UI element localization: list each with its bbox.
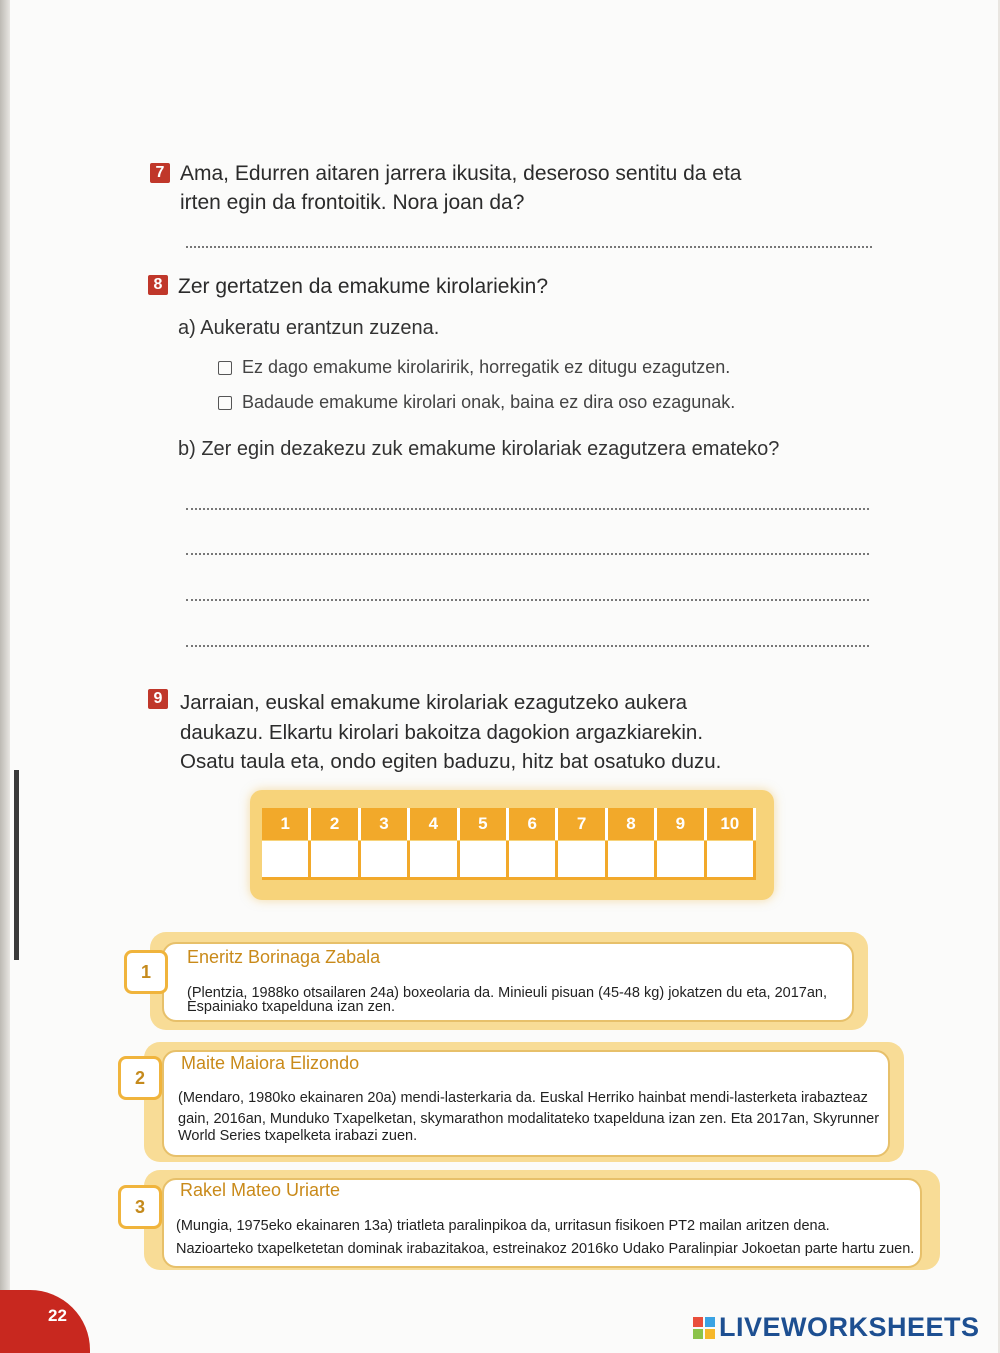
page-number: 22	[48, 1306, 67, 1325]
checkbox-icon[interactable]	[218, 361, 232, 375]
table-answer-cell[interactable]	[460, 841, 509, 880]
question-8a-option-1[interactable]	[218, 357, 730, 378]
card-3-number: 3	[118, 1185, 162, 1229]
table-header-cell: 3	[361, 808, 410, 840]
card-2-line1: (Mendaro, 1980ko ekainaren 20a) mendi-lasterkaria da. Euskal Herriko hainbat mendi-lasterketa irabazteaz	[178, 1090, 868, 1106]
book-spine-edge	[14, 770, 19, 960]
table-answer-cell[interactable]	[657, 841, 706, 880]
question-9-text-line2: daukazu. Elkartu kirolari bakoitza dagokion argazkiarekin.	[180, 721, 704, 744]
option-2-text: Badaude emakume kirolari onak, baina ez dira oso ezagunak.	[242, 392, 736, 412]
question-8b-answer-line-4[interactable]	[186, 645, 869, 647]
table-header-cell: 4	[410, 808, 459, 840]
card-2-number: 2	[118, 1056, 162, 1100]
book-spine	[0, 0, 10, 1353]
question-7-answer-line[interactable]	[186, 246, 872, 248]
question-9-number: 9	[148, 689, 168, 709]
question-8-text: Zer gertatzen da emakume kirolariekin?	[178, 275, 549, 298]
watermark-text: LIVEWORKSHEETS	[719, 1312, 980, 1342]
card-2-line2: gain, 2016an, Munduko Txapelketan, skymarathon modalitateko txapelduna izan zen. Eta 2017an, Skyrunner	[178, 1111, 880, 1127]
question-8a-label: a) Aukeratu erantzun zuzena.	[178, 317, 440, 339]
table-header-cell: 2	[311, 808, 360, 840]
question-8a-option-2[interactable]	[218, 392, 735, 413]
option-1-text: Ez dago emakume kirolaririk, horregatik ez ditugu ezagutzen.	[242, 357, 731, 377]
card-3-line2: Nazioarteko txapelketetan dominak irabazitakoa, estreinakoz 2016ko Udako Paralinpiar Jokoetan parte hartu zuen.	[176, 1241, 915, 1257]
question-7-number: 7	[150, 163, 170, 183]
question-8b-answer-line-1[interactable]	[186, 508, 869, 510]
card-3-title: Rakel Mateo Uriarte	[180, 1180, 341, 1200]
question-8b-answer-line-3[interactable]	[186, 599, 869, 601]
table-header-cell: 7	[558, 808, 607, 840]
table-header-cell: 10	[707, 808, 756, 840]
question-8b-label: b) Zer egin dezakezu zuk emakume kirolariak ezagutzera emateko?	[178, 438, 780, 460]
liveworksheets-logo	[693, 1312, 980, 1343]
question-7-text-line2: irten egin da frontoitik. Nora joan da?	[180, 191, 525, 214]
table-answer-cell[interactable]	[707, 841, 756, 880]
table-header-cell: 5	[460, 808, 509, 840]
card-1-title: Eneritz Borinaga Zabala	[187, 947, 381, 967]
table-answer-cell[interactable]	[262, 841, 311, 880]
table-answer-cell[interactable]	[558, 841, 607, 880]
card-1-line1: (Plentzia, 1988ko otsailaren 24a) boxeolaria da. Minieuli pisuan (45-48 kg) jokatzen du eta, 2017an,	[187, 985, 828, 1001]
table-answer-cell[interactable]	[311, 841, 360, 880]
table-header-cell: 1	[262, 808, 311, 840]
question-9-text-line3: Osatu taula eta, ondo egiten baduzu, hitz bat osatuko duzu.	[180, 750, 722, 773]
question-9-text-line1: Jarraian, euskal emakume kirolariak ezagutzeko aukera	[180, 691, 688, 714]
question-8-number: 8	[148, 275, 168, 295]
table-answer-cell[interactable]	[410, 841, 459, 880]
card-1-line2: Espainiako txapelduna izan zen.	[187, 999, 395, 1015]
question-8b-answer-line-2[interactable]	[186, 553, 869, 555]
card-3-line1: (Mungia, 1975eko ekainaren 13a) triatleta paralinpikoa da, urritasun fisikoen PT2 mailan aritzen dena.	[176, 1218, 830, 1234]
answer-table	[250, 790, 774, 900]
logo-mark-icon	[693, 1317, 715, 1339]
table-header-cell: 8	[608, 808, 657, 840]
card-2-line3: World Series txapelketa irabazi zuen.	[178, 1128, 418, 1144]
checkbox-icon[interactable]	[218, 396, 232, 410]
card-1-number: 1	[124, 950, 168, 994]
table-answer-cell[interactable]	[361, 841, 410, 880]
table-answer-cell[interactable]	[509, 841, 558, 880]
table-header-cell: 6	[509, 808, 558, 840]
question-7-text-line1: Ama, Edurren aitaren jarrera ikusita, deseroso sentitu da eta	[180, 162, 742, 185]
table-answer-cell[interactable]	[608, 841, 657, 880]
table-header-cell: 9	[657, 808, 706, 840]
card-2-title: Maite Maiora Elizondo	[181, 1053, 360, 1073]
